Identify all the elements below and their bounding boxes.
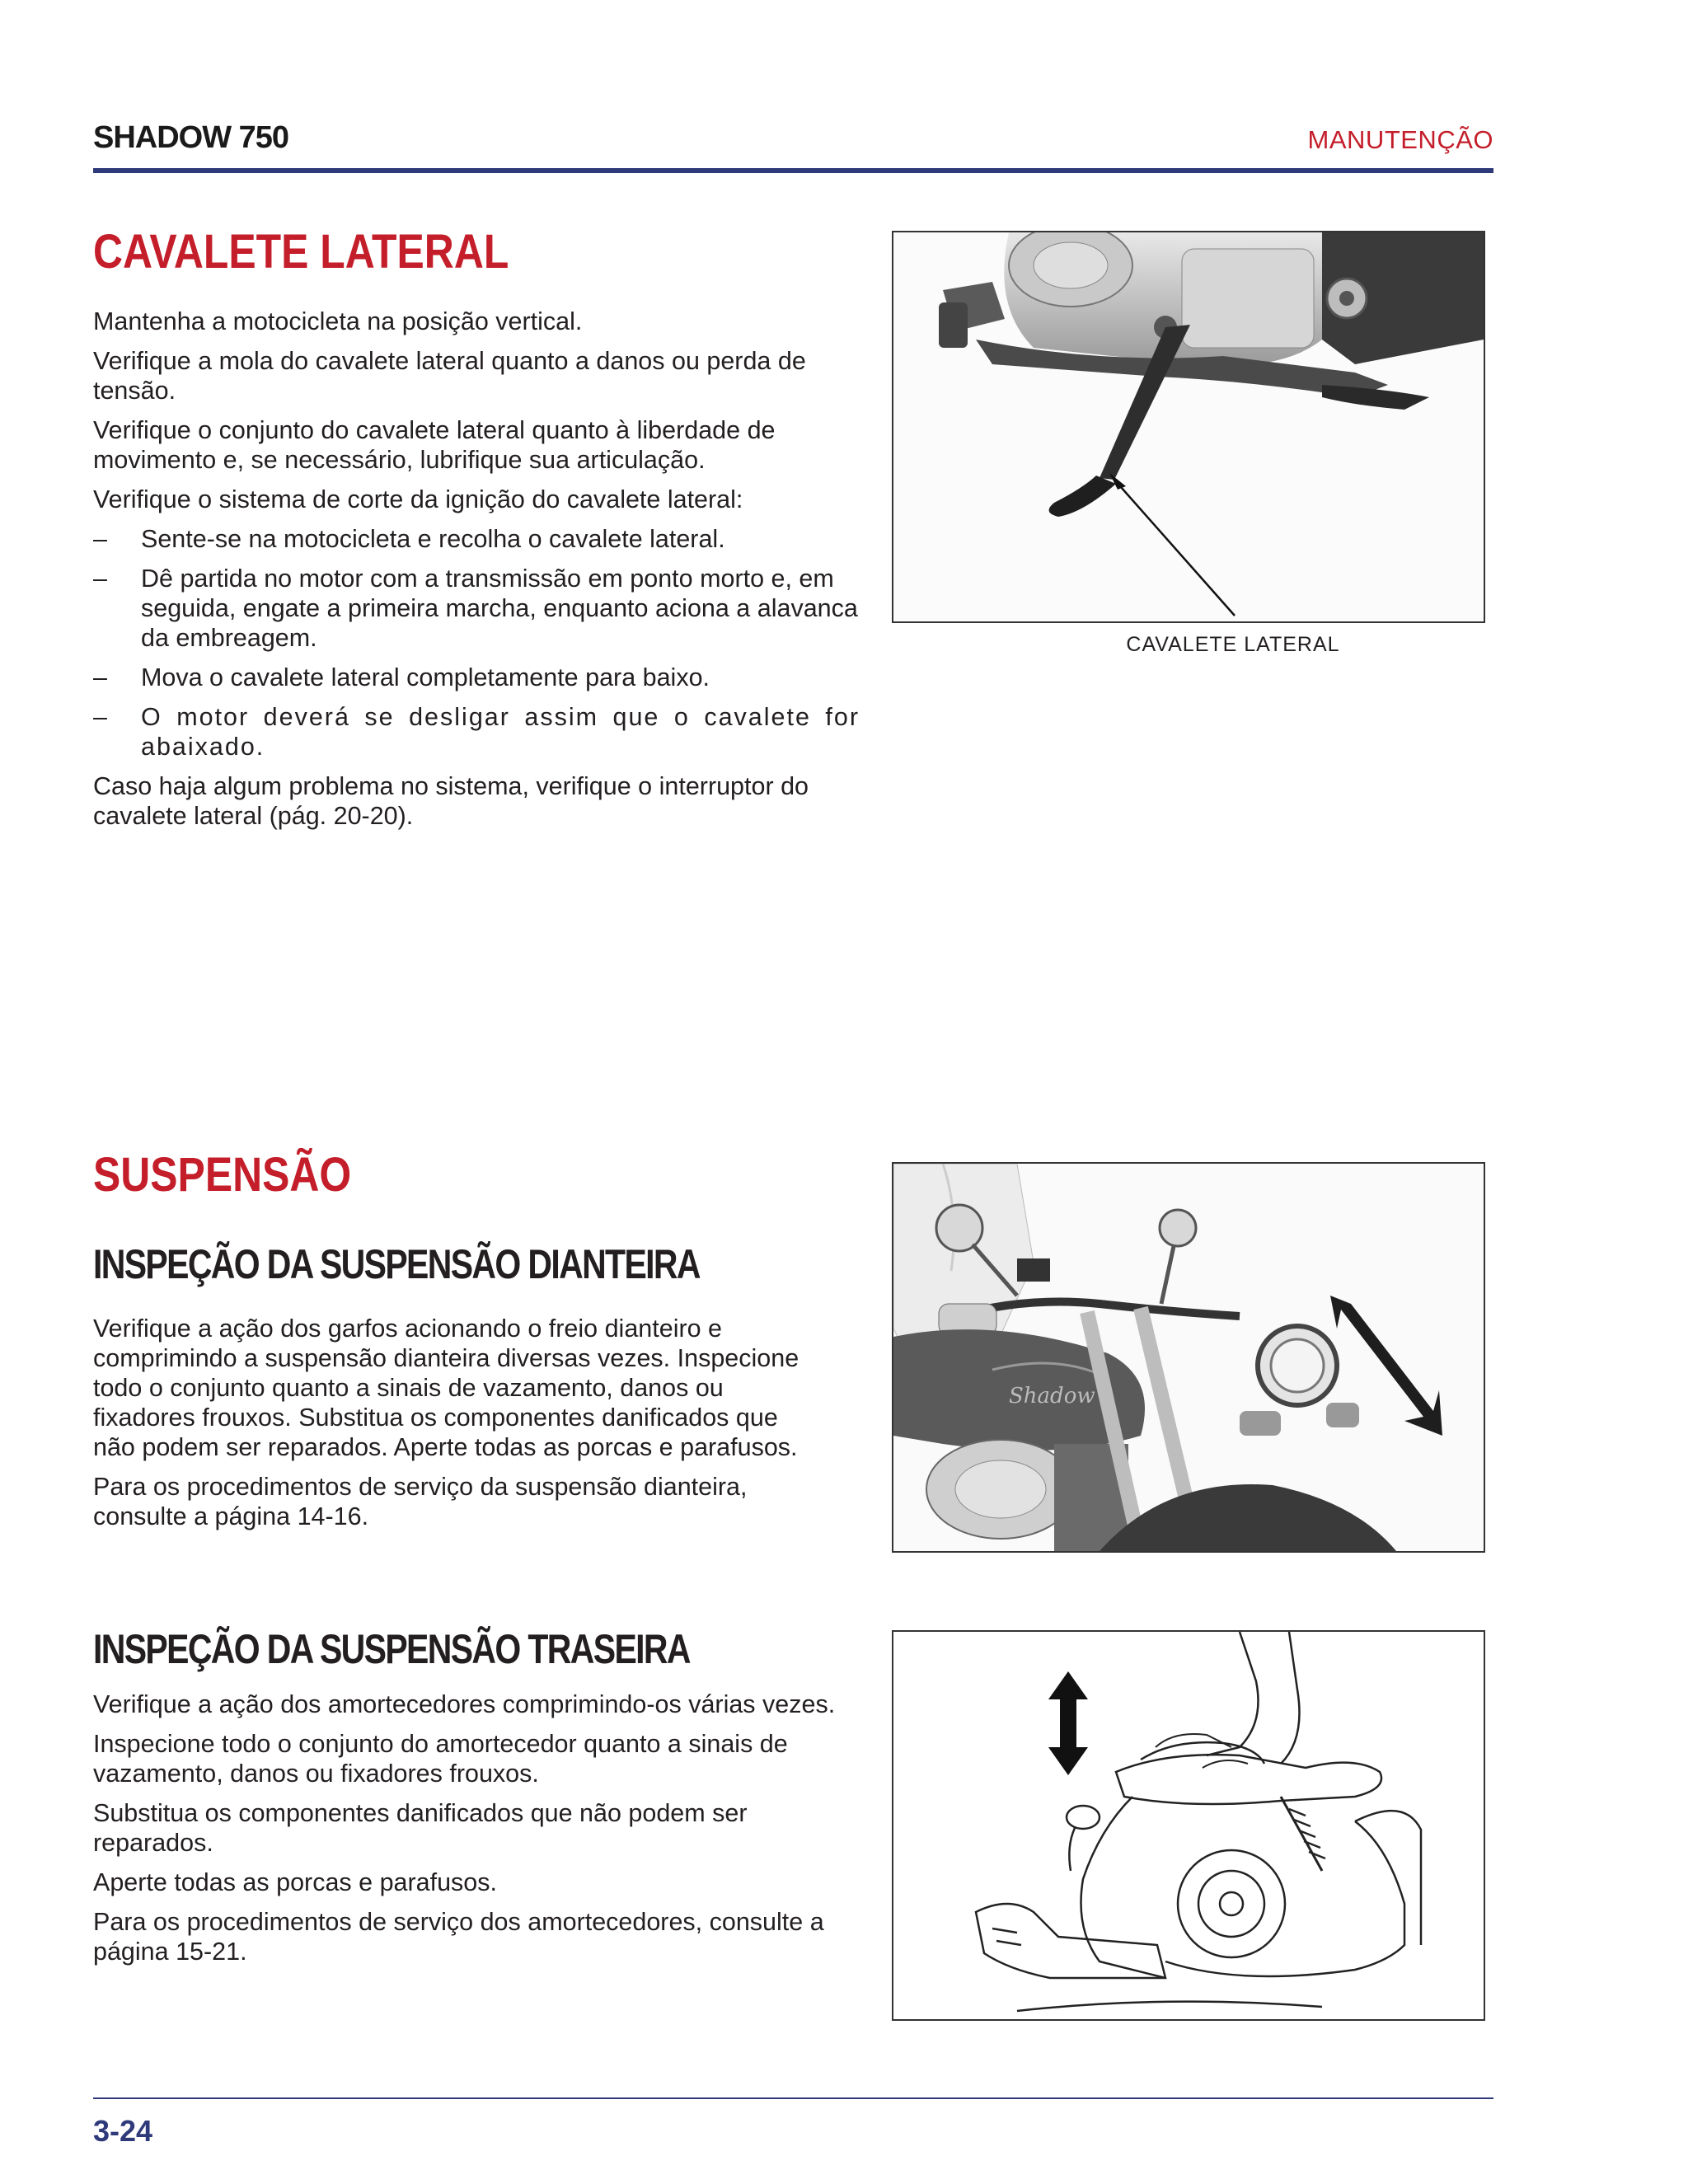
- sidestand-figure: [892, 231, 1485, 623]
- list-item: [93, 524, 860, 554]
- rear-suspension-figure: [892, 1630, 1485, 2021]
- rear-suspension-title: INSPEÇÃO DA SUSPENSÃO TRASEIRA: [93, 1626, 690, 1672]
- step-text: Mova o cavalete lateral completamente para baixo.: [141, 663, 710, 691]
- rear-suspension-illustration: [893, 1632, 1484, 2019]
- front-suspension-title: INSPEÇÃO DA SUSPENSÃO DIANTEIRA: [93, 1241, 700, 1287]
- page-number: 3-24: [93, 2114, 153, 2148]
- rear-suspension-para-5: Para os procedimentos de serviço dos amortecedores, consulte a página 15-21.: [93, 1908, 824, 1966]
- sidestand-outro: Caso haja algum problema no sistema, verifique o interruptor do cavalete lateral (pág. 20-20).: [93, 772, 809, 830]
- sidestand-section-title: CAVALETE LATERAL: [93, 225, 509, 279]
- suspension-section-title: SUSPENSÃO: [93, 1148, 352, 1202]
- rear-suspension-para-4: Aperte todas as porcas e parafusos.: [93, 1868, 497, 1896]
- sidestand-intro-4: Verifique o sistema de corte da ignição do cavalete lateral:: [93, 485, 743, 513]
- list-item: [93, 564, 860, 653]
- rear-suspension-body: [93, 1690, 860, 1976]
- dash-marker: –: [93, 565, 107, 593]
- rear-suspension-para-3: Substitua os componentes danificados que não podem ser reparados.: [93, 1799, 748, 1857]
- manual-model-title: SHADOW 750: [93, 120, 289, 155]
- dash-marker: –: [93, 703, 107, 731]
- dash-marker: –: [93, 525, 107, 553]
- dash-marker: –: [93, 663, 107, 691]
- sidestand-body: [93, 307, 860, 841]
- section-name: MANUTENÇÃO: [1307, 125, 1493, 154]
- sidestand-illustration: [893, 232, 1484, 621]
- sidestand-figure-caption: CAVALETE LATERAL: [1126, 633, 1340, 656]
- front-suspension-body: [93, 1314, 827, 1541]
- footer-divider: [93, 2097, 1493, 2099]
- rear-suspension-para-2: Inspecione todo o conjunto do amortecedor quanto a sinais de vazamento, danos ou fixadores frouxos.: [93, 1730, 788, 1788]
- step-text: Dê partida no motor com a transmissão em ponto morto e, em seguida, engate a primeira marcha, enquanto aciona a alavanca da embreagem.: [141, 565, 858, 652]
- tank-logo: Shadow: [1009, 1384, 1095, 1408]
- front-suspension-figure: [892, 1162, 1485, 1553]
- header-divider: [93, 168, 1493, 173]
- sidestand-steps: [93, 524, 860, 762]
- sidestand-intro-2: Verifique a mola do cavalete lateral quanto a danos ou perda de tensão.: [93, 347, 806, 405]
- step-text: O motor deverá se desligar assim que o cavalete for abaixado.: [141, 703, 860, 761]
- front-suspension-para-2: Para os procedimentos de serviço da suspensão dianteira, consulte a página 14-16.: [93, 1473, 748, 1530]
- sidestand-intro-3: Verifique o conjunto do cavalete lateral quanto à liberdade de movimento e, se necessário, lubrifique sua articulação.: [93, 416, 776, 474]
- front-suspension-illustration: [893, 1164, 1484, 1551]
- sidestand-intro-1: Mantenha a motocicleta na posição vertical.: [93, 307, 583, 335]
- rear-suspension-para-1: Verifique a ação dos amortecedores comprimindo-os várias vezes.: [93, 1690, 836, 1718]
- list-item: [93, 702, 860, 762]
- front-suspension-para-1: Verifique a ação dos garfos acionando o freio dianteiro e comprimindo a suspensão dianteira diversas vezes. Inspecione todo o conjunto quanto a sinais de vazamento, danos ou fixadores frouxos. Substitua os componentes danificados que não podem ser reparados. Aperte todas as porcas e parafusos.: [93, 1315, 799, 1461]
- step-text: Sente-se na motocicleta e recolha o cavalete lateral.: [141, 525, 725, 553]
- list-item: [93, 663, 860, 692]
